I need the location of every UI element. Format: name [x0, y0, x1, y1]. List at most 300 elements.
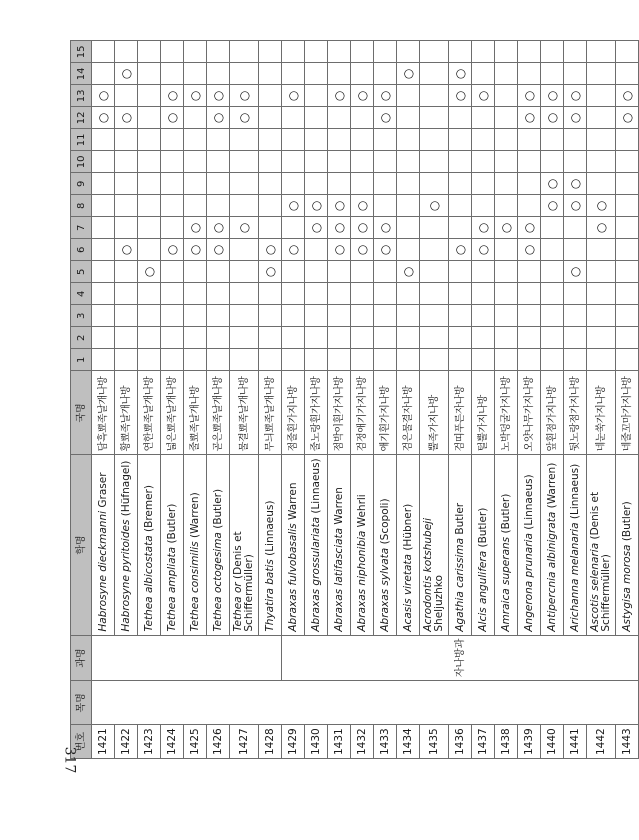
site-4-cell [328, 283, 351, 305]
scientific-name [207, 455, 230, 635]
site-3-cell [161, 305, 184, 327]
site-3-cell [472, 305, 495, 327]
site-7-cell [115, 217, 138, 239]
site-7-presence-mark: ○ [207, 217, 230, 239]
site-5-cell [207, 261, 230, 283]
scientific-name [138, 455, 161, 635]
site-12-cell [138, 107, 161, 129]
site-9-cell [207, 173, 230, 195]
site-9-cell [518, 173, 541, 195]
site-10-cell [587, 151, 616, 173]
site-13-presence-mark: ○ [518, 85, 541, 107]
species-author: (Hübner) [401, 503, 414, 551]
scientific-name [472, 455, 495, 635]
species-name: Astygisa morosa [620, 544, 633, 632]
site-11-cell [328, 129, 351, 151]
site-6-presence-mark: ○ [351, 239, 374, 261]
site-5-cell [305, 261, 328, 283]
site-9-cell [616, 173, 639, 195]
species-name: Arichanna melanaria [568, 522, 581, 632]
site-11-cell [449, 129, 472, 151]
site-12-presence-mark: ○ [207, 107, 230, 129]
site-2-cell [541, 327, 564, 349]
header-site-6: 6 [71, 239, 92, 261]
site-6-presence-mark: ○ [472, 239, 495, 261]
site-5-cell [328, 261, 351, 283]
site-11-cell [230, 129, 259, 151]
site-2-cell [138, 327, 161, 349]
site-11-cell [161, 129, 184, 151]
site-15-cell [259, 41, 282, 63]
site-6-cell [92, 239, 115, 261]
site-5-cell [472, 261, 495, 283]
site-9-cell [587, 173, 616, 195]
site-1-cell [495, 349, 518, 371]
site-9-presence-mark: ○ [564, 173, 587, 195]
site-6-cell [230, 239, 259, 261]
row-number: 1431 [328, 725, 351, 759]
row-number: 1432 [351, 725, 374, 759]
site-15-cell [161, 41, 184, 63]
site-5-cell [282, 261, 305, 283]
korean-name: 네줄꼬마가지나방 [616, 371, 639, 455]
site-14-cell [420, 63, 449, 85]
site-15-cell [92, 41, 115, 63]
site-2-cell [587, 327, 616, 349]
site-11-cell [138, 129, 161, 151]
site-8-cell [259, 195, 282, 217]
site-1-cell [259, 349, 282, 371]
header-site-10: 10 [71, 151, 92, 173]
site-13-presence-mark: ○ [207, 85, 230, 107]
site-12-cell [282, 107, 305, 129]
korean-name: 네눈쑥가지나방 [587, 371, 616, 455]
site-3-cell [541, 305, 564, 327]
site-7-cell [138, 217, 161, 239]
site-5-presence-mark: ○ [397, 261, 420, 283]
site-13-cell [420, 85, 449, 107]
site-3-cell [518, 305, 541, 327]
site-12-cell [305, 107, 328, 129]
species-author: (Linnaeus) [309, 458, 322, 514]
row-number: 1441 [564, 725, 587, 759]
site-14-cell [305, 63, 328, 85]
site-7-presence-mark: ○ [518, 217, 541, 239]
site-8-cell [230, 195, 259, 217]
site-6-cell [138, 239, 161, 261]
site-12-cell [420, 107, 449, 129]
site-8-cell [374, 195, 397, 217]
row-number: 1430 [305, 725, 328, 759]
site-4-cell [374, 283, 397, 305]
site-9-cell [397, 173, 420, 195]
site-2-cell [115, 327, 138, 349]
site-6-presence-mark: ○ [259, 239, 282, 261]
site-10-cell [472, 151, 495, 173]
korean-name: 점줄흰가지나방 [282, 371, 305, 455]
species-table [70, 40, 639, 759]
site-14-cell [207, 63, 230, 85]
site-2-cell [564, 327, 587, 349]
site-8-presence-mark: ○ [305, 195, 328, 217]
site-13-cell [138, 85, 161, 107]
row-number: 1429 [282, 725, 305, 759]
species-author: (Warren) [545, 462, 558, 509]
site-10-cell [449, 151, 472, 173]
scientific-name [587, 455, 616, 635]
site-4-cell [495, 283, 518, 305]
header-family: 과명 [71, 635, 92, 681]
site-12-cell [587, 107, 616, 129]
site-11-cell [351, 129, 374, 151]
row-number: 1428 [259, 725, 282, 759]
site-15-cell [564, 41, 587, 63]
site-10-cell [230, 151, 259, 173]
site-10-cell [518, 151, 541, 173]
site-12-presence-mark: ○ [92, 107, 115, 129]
species-author: (Linnaeus) [263, 500, 276, 556]
species-author: (Butler) [499, 493, 512, 534]
site-9-cell [230, 173, 259, 195]
species-author: (Linnaeus) [568, 463, 581, 520]
site-12-presence-mark: ○ [541, 107, 564, 129]
site-8-cell [207, 195, 230, 217]
site-4-cell [259, 283, 282, 305]
site-4-cell [449, 283, 472, 305]
korean-name: 검정애기가지나방 [351, 371, 374, 455]
site-10-cell [351, 151, 374, 173]
header-site-9: 9 [71, 173, 92, 195]
site-11-cell [282, 129, 305, 151]
site-10-cell [564, 151, 587, 173]
site-6-presence-mark: ○ [374, 239, 397, 261]
site-10-cell [328, 151, 351, 173]
row-number: 1436 [449, 725, 472, 759]
row-number: 1443 [616, 725, 639, 759]
site-4-cell [472, 283, 495, 305]
site-2-cell [259, 327, 282, 349]
site-15-cell [115, 41, 138, 63]
site-1-cell [449, 349, 472, 371]
site-5-cell [92, 261, 115, 283]
site-2-cell [230, 327, 259, 349]
korean-name: 점박이흰가지나방 [328, 371, 351, 455]
korean-name: 앞흰점가지나방 [541, 371, 564, 455]
korean-name: 연한뾰족날개나방 [138, 371, 161, 455]
site-13-presence-mark: ○ [472, 85, 495, 107]
site-11-cell [564, 129, 587, 151]
site-11-cell [259, 129, 282, 151]
site-5-cell [420, 261, 449, 283]
row-number: 1434 [397, 725, 420, 759]
site-15-cell [138, 41, 161, 63]
table-row [92, 41, 115, 759]
site-5-presence-mark: ○ [564, 261, 587, 283]
species-author: (Linnaeus) [522, 474, 535, 530]
site-2-cell [305, 327, 328, 349]
site-12-cell [351, 107, 374, 129]
site-1-cell [161, 349, 184, 371]
site-13-presence-mark: ○ [328, 85, 351, 107]
scientific-name [230, 455, 259, 635]
site-12-presence-mark: ○ [616, 107, 639, 129]
site-14-cell [564, 63, 587, 85]
scientific-name [616, 455, 639, 635]
site-13-presence-mark: ○ [616, 85, 639, 107]
species-author: (Warren) [188, 492, 201, 538]
site-15-cell [207, 41, 230, 63]
header-site-7: 7 [71, 217, 92, 239]
site-1-cell [92, 349, 115, 371]
site-14-cell [138, 63, 161, 85]
site-6-presence-mark: ○ [115, 239, 138, 261]
site-13-cell [397, 85, 420, 107]
site-12-presence-mark: ○ [115, 107, 138, 129]
site-15-cell [495, 41, 518, 63]
site-1-cell [207, 349, 230, 371]
site-8-cell [115, 195, 138, 217]
site-7-cell [92, 217, 115, 239]
species-name: Tethea consimilis [188, 541, 201, 632]
site-15-cell [230, 41, 259, 63]
site-10-cell [259, 151, 282, 173]
site-6-presence-mark: ○ [518, 239, 541, 261]
site-1-cell [518, 349, 541, 371]
site-12-cell [449, 107, 472, 129]
site-5-cell [518, 261, 541, 283]
site-8-presence-mark: ○ [587, 195, 616, 217]
korean-name: 검은물결자나방 [397, 371, 420, 455]
site-14-cell [351, 63, 374, 85]
site-3-cell [564, 305, 587, 327]
site-3-cell [449, 305, 472, 327]
site-12-cell [259, 107, 282, 129]
site-15-cell [449, 41, 472, 63]
site-11-cell [541, 129, 564, 151]
site-9-cell [351, 173, 374, 195]
site-13-cell [495, 85, 518, 107]
species-name: Tethea octogesima [211, 532, 224, 632]
site-2-cell [449, 327, 472, 349]
site-4-cell [616, 283, 639, 305]
site-6-cell [564, 239, 587, 261]
korean-name: 담흑뾰족날개나방 [92, 371, 115, 455]
korean-name: 무늬뾰족날개나방 [259, 371, 282, 455]
header-site-8: 8 [71, 195, 92, 217]
site-9-cell [305, 173, 328, 195]
header-site-14: 14 [71, 63, 92, 85]
site-13-presence-mark: ○ [449, 85, 472, 107]
site-4-cell [518, 283, 541, 305]
site-14-cell [587, 63, 616, 85]
row-number: 1424 [161, 725, 184, 759]
species-author: (Denis et Schiffermüller) [232, 531, 255, 632]
site-8-cell [449, 195, 472, 217]
site-14-cell [374, 63, 397, 85]
site-13-presence-mark: ○ [230, 85, 259, 107]
korean-name: 검띠푸른자나방 [449, 371, 472, 455]
site-3-cell [282, 305, 305, 327]
site-10-cell [541, 151, 564, 173]
site-9-cell [374, 173, 397, 195]
site-8-cell [161, 195, 184, 217]
row-number: 1425 [184, 725, 207, 759]
species-name: Tethea albicostata [142, 535, 155, 632]
scientific-name [420, 455, 449, 635]
site-3-cell [397, 305, 420, 327]
site-14-cell [541, 63, 564, 85]
site-11-cell [397, 129, 420, 151]
site-12-cell [184, 107, 207, 129]
species-name: Ascotis selenaria [589, 542, 601, 632]
site-5-cell [161, 261, 184, 283]
site-2-cell [420, 327, 449, 349]
row-number: 1438 [495, 725, 518, 759]
row-number: 1422 [115, 725, 138, 759]
site-13-cell [259, 85, 282, 107]
site-14-cell [230, 63, 259, 85]
site-2-cell [328, 327, 351, 349]
site-10-cell [305, 151, 328, 173]
site-10-cell [495, 151, 518, 173]
site-6-cell [616, 239, 639, 261]
site-3-cell [587, 305, 616, 327]
site-1-cell [472, 349, 495, 371]
site-7-cell [541, 217, 564, 239]
site-1-cell [184, 349, 207, 371]
species-author: Butler [453, 502, 466, 535]
site-1-cell [420, 349, 449, 371]
site-5-cell [495, 261, 518, 283]
site-6-cell [305, 239, 328, 261]
species-name: Abraxas latifasciata [332, 527, 345, 632]
site-2-cell [184, 327, 207, 349]
site-10-cell [397, 151, 420, 173]
site-4-cell [397, 283, 420, 305]
header-korean-name: 국명 [71, 371, 92, 455]
site-12-cell [328, 107, 351, 129]
scientific-name [328, 455, 351, 635]
korean-name: 곧은뾰족날개나방 [207, 371, 230, 455]
site-7-cell [420, 217, 449, 239]
site-1-cell [115, 349, 138, 371]
header-site-1: 1 [71, 349, 92, 371]
site-12-presence-mark: ○ [374, 107, 397, 129]
scientific-name [161, 455, 184, 635]
species-author: (Butler) [165, 503, 178, 544]
site-10-cell [616, 151, 639, 173]
row-number: 1442 [587, 725, 616, 759]
row-number: 1435 [420, 725, 449, 759]
header-scientific-name: 학명 [71, 455, 92, 635]
site-13-presence-mark: ○ [374, 85, 397, 107]
site-1-cell [541, 349, 564, 371]
site-14-cell [472, 63, 495, 85]
korean-name: 뒷노랑점가지나방 [564, 371, 587, 455]
site-12-cell [397, 107, 420, 129]
site-8-presence-mark: ○ [351, 195, 374, 217]
species-name: Abraxas sylvata [378, 547, 391, 632]
site-13-presence-mark: ○ [161, 85, 184, 107]
site-7-cell [397, 217, 420, 239]
site-4-cell [282, 283, 305, 305]
species-author: (Bremer) [142, 485, 155, 532]
site-11-cell [305, 129, 328, 151]
species-name: Abraxas grossulariata [309, 516, 322, 632]
site-4-cell [564, 283, 587, 305]
korean-name: 황뾰족날개나방 [115, 371, 138, 455]
site-2-cell [161, 327, 184, 349]
header-site-5: 5 [71, 261, 92, 283]
site-5-cell [616, 261, 639, 283]
site-8-cell [518, 195, 541, 217]
site-5-cell [184, 261, 207, 283]
korean-name: 노박덩굴가지나방 [495, 371, 518, 455]
site-5-presence-mark: ○ [259, 261, 282, 283]
site-7-presence-mark: ○ [184, 217, 207, 239]
site-15-cell [472, 41, 495, 63]
site-7-presence-mark: ○ [495, 217, 518, 239]
site-10-cell [115, 151, 138, 173]
site-11-cell [495, 129, 518, 151]
site-3-cell [351, 305, 374, 327]
site-3-cell [115, 305, 138, 327]
site-5-cell [587, 261, 616, 283]
site-7-cell [282, 217, 305, 239]
site-9-cell [259, 173, 282, 195]
scientific-name [374, 455, 397, 635]
site-7-presence-mark: ○ [230, 217, 259, 239]
header-site-4: 4 [71, 283, 92, 305]
site-12-presence-mark: ○ [230, 107, 259, 129]
row-number: 1427 [230, 725, 259, 759]
site-8-presence-mark: ○ [564, 195, 587, 217]
site-9-presence-mark: ○ [541, 173, 564, 195]
site-12-presence-mark: ○ [161, 107, 184, 129]
site-6-presence-mark: ○ [184, 239, 207, 261]
site-3-cell [230, 305, 259, 327]
site-9-cell [495, 173, 518, 195]
site-5-cell [351, 261, 374, 283]
site-9-cell [138, 173, 161, 195]
site-5-cell [541, 261, 564, 283]
site-6-presence-mark: ○ [207, 239, 230, 261]
site-11-cell [207, 129, 230, 151]
site-11-cell [518, 129, 541, 151]
scientific-name [184, 455, 207, 635]
site-14-presence-mark: ○ [397, 63, 420, 85]
row-number: 1437 [472, 725, 495, 759]
site-6-cell [420, 239, 449, 261]
species-name: Habrosyne pyritoides [119, 519, 132, 632]
site-5-cell [374, 261, 397, 283]
row-number: 1433 [374, 725, 397, 759]
site-10-cell [92, 151, 115, 173]
site-8-cell [184, 195, 207, 217]
site-8-presence-mark: ○ [282, 195, 305, 217]
species-name: Acasis viretata [401, 554, 414, 632]
site-15-cell [328, 41, 351, 63]
site-2-cell [472, 327, 495, 349]
site-1-cell [282, 349, 305, 371]
site-10-cell [374, 151, 397, 173]
page-number: 317 [61, 746, 78, 774]
site-5-cell [115, 261, 138, 283]
site-10-cell [161, 151, 184, 173]
species-author: Warren [286, 482, 299, 520]
site-2-cell [374, 327, 397, 349]
site-8-cell [495, 195, 518, 217]
